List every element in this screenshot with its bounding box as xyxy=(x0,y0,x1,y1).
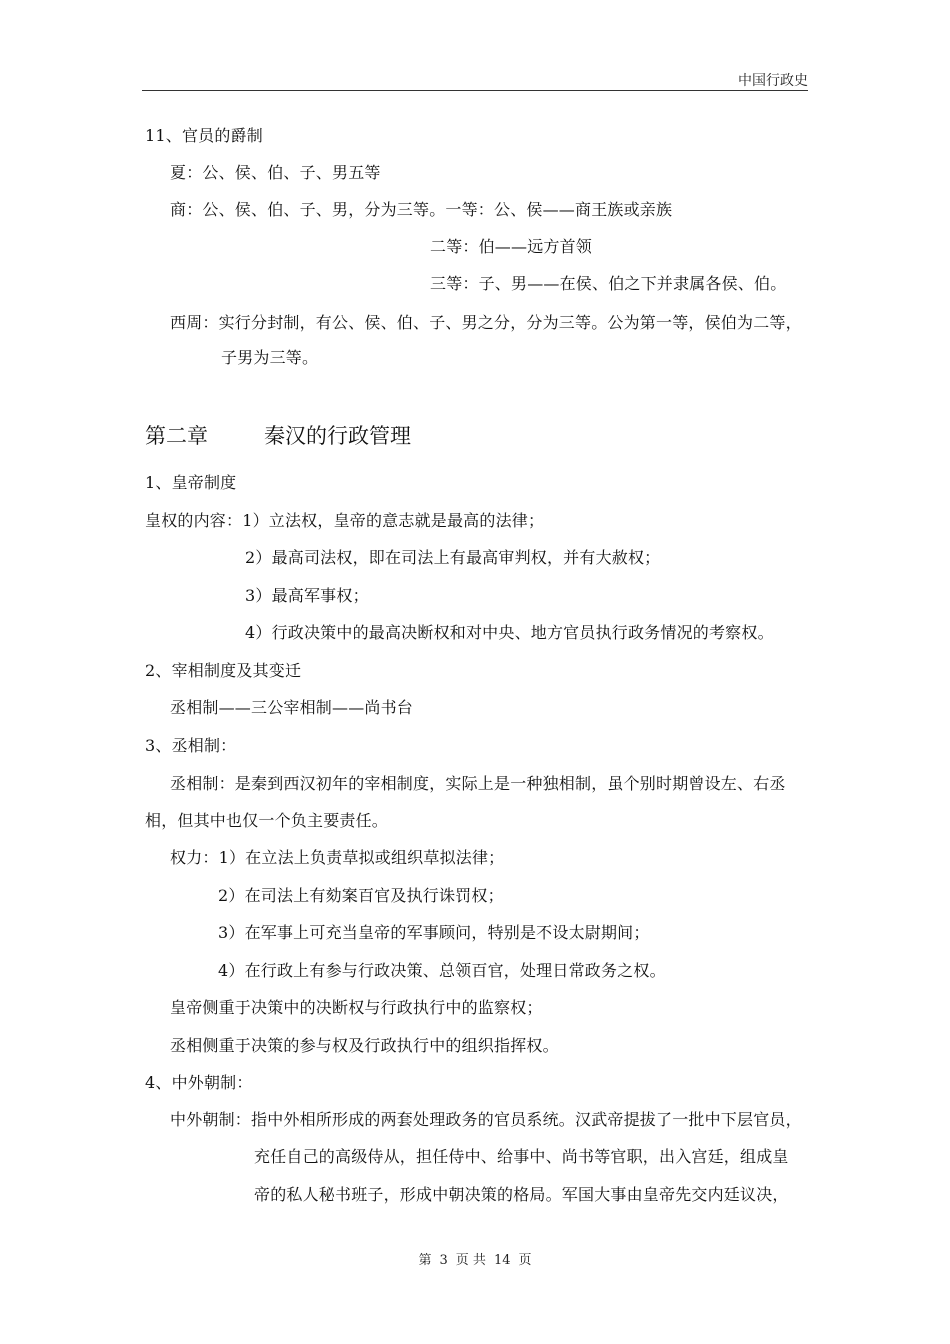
chapter-number: 第二章 xyxy=(145,424,208,448)
header-rule xyxy=(142,90,808,91)
section-heading: 2、宰相制度及其变迁 xyxy=(145,661,302,680)
text-line: 权力：1）在立法上负责草拟或组织草拟法律； xyxy=(170,848,505,867)
page-footer xyxy=(0,1249,950,1268)
footer-suffix: 页 xyxy=(518,1253,532,1268)
text-line: 相，但其中也仅一个负主要责任。 xyxy=(145,811,389,830)
section-heading: 3、丞相制： xyxy=(145,736,237,755)
text-line: 二等：伯——远方首领 xyxy=(430,237,593,256)
text-line: 3）在军事上可充当皇帝的军事顾问，特别是不设太尉期间； xyxy=(218,923,650,942)
section-heading: 4、中外朝制： xyxy=(145,1073,253,1092)
text-line: 夏：公、侯、伯、子、男五等 xyxy=(170,163,381,182)
footer-middle: 页 共 xyxy=(455,1253,486,1268)
text-line: 4）行政决策中的最高决断权和对中央、地方官员执行政务情况的考察权。 xyxy=(245,623,774,642)
text-line: 中外朝制：指中外相所形成的两套处理政务的官员系统。汉武帝提拔了一批中下层官员， xyxy=(170,1110,802,1129)
text-line: 充任自己的高级侍从，担任侍中、给事中、尚书等官职，出入宫廷，组成皇 xyxy=(254,1147,789,1166)
text-line: 商：公、侯、伯、子、男，分为三等。一等：公、侯——商王族或亲族 xyxy=(170,200,673,219)
chapter-heading xyxy=(145,423,411,449)
page-number: 3 xyxy=(439,1253,448,1268)
text-line: 三等：子、男——在侯、伯之下并隶属各侯、伯。 xyxy=(430,274,787,293)
text-line: 2）在司法上有劾案百官及执行诛罚权； xyxy=(218,886,504,905)
text-line: 西周：实行分封制，有公、侯、伯、子、男之分，分为三等。公为第一等，侯伯为二等， xyxy=(170,313,802,332)
section-heading: 1、皇帝制度 xyxy=(145,473,237,492)
footer-prefix: 第 xyxy=(418,1253,432,1268)
section-heading: 11、官员的爵制 xyxy=(145,126,263,145)
text-line: 丞相制——三公宰相制——尚书台 xyxy=(170,698,414,717)
text-line: 2）最高司法权，即在司法上有最高审判权，并有大赦权； xyxy=(245,548,661,567)
page-total: 14 xyxy=(493,1253,511,1268)
running-header: 中国行政史 xyxy=(738,73,808,89)
text-line: 4）在行政上有参与行政决策、总领百官，处理日常政务之权。 xyxy=(218,961,666,980)
text-line: 帝的私人秘书班子，形成中朝决策的格局。军国大事由皇帝先交内廷议决， xyxy=(254,1185,789,1204)
text-line: 丞相制：是秦到西汉初年的宰相制度，实际上是一种独相制，虽个别时期曾设左、右丞 xyxy=(170,774,786,793)
text-line: 皇权的内容：1）立法权，皇帝的意志就是最高的法律； xyxy=(145,511,545,530)
text-line: 3）最高军事权； xyxy=(245,586,369,605)
text-line: 丞相侧重于决策的参与权及行政执行中的组织指挥权。 xyxy=(170,1036,559,1055)
text-line: 子男为三等。 xyxy=(221,348,319,367)
text-line: 皇帝侧重于决策中的决断权与行政执行中的监察权； xyxy=(170,998,543,1017)
chapter-title: 秦汉的行政管理 xyxy=(264,424,411,448)
